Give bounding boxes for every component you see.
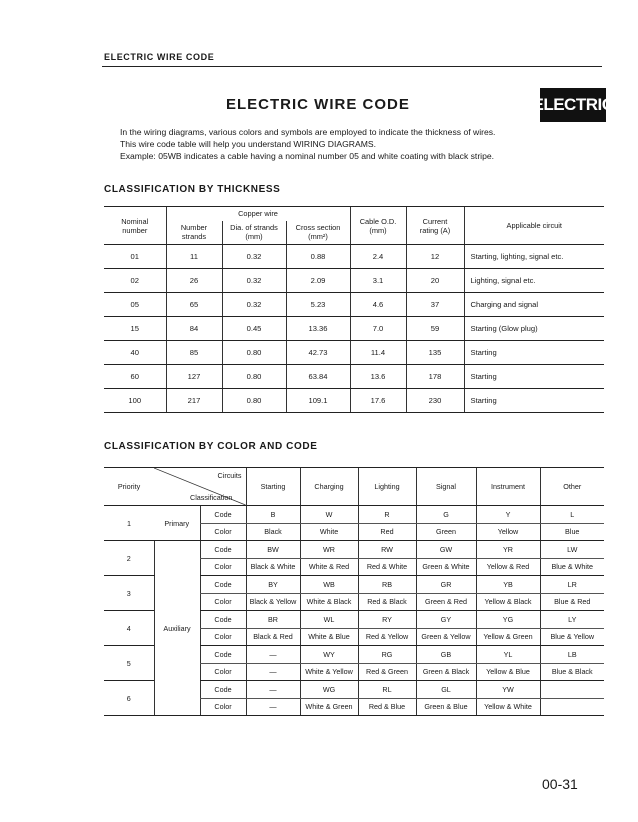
th-circuits-classification	[154, 468, 246, 506]
color-cell: Blue	[540, 523, 604, 541]
thickness-cell: 17.6	[350, 389, 406, 413]
thickness-cell: 63.84	[286, 365, 350, 389]
color-cell: Black & White	[246, 558, 300, 576]
code-cell: YR	[476, 541, 540, 559]
thickness-cell: 85	[166, 341, 222, 365]
thickness-cell: 0.80	[222, 389, 286, 413]
thickness-cell: 65	[166, 293, 222, 317]
thickness-cell: 37	[406, 293, 464, 317]
code-cell: RB	[358, 576, 416, 594]
color-cell: Yellow & White	[476, 698, 540, 716]
th-number-strands: Number strands	[166, 221, 222, 245]
color-cell: Green & Yellow	[416, 628, 476, 646]
code-cell: B	[246, 506, 300, 524]
thickness-cell: 11	[166, 245, 222, 269]
th-copper-wire: Copper wire	[166, 207, 350, 221]
row-label-color: Color	[200, 523, 246, 541]
thickness-cell: 217	[166, 389, 222, 413]
row-label-code: Code	[200, 646, 246, 664]
table-row	[104, 506, 604, 524]
color-cell: White & Blue	[300, 628, 358, 646]
color-section-title: CLASSIFICATION BY COLOR AND CODE	[104, 441, 318, 452]
thickness-cell: 127	[166, 365, 222, 389]
table-row	[104, 365, 604, 389]
intro-line-2: This wire code table will help you understand WIRING DIAGRAMS.	[120, 139, 376, 149]
color-cell: Red & White	[358, 558, 416, 576]
page-number: 00-31	[542, 776, 578, 792]
color-cell: Green & White	[416, 558, 476, 576]
code-cell: BW	[246, 541, 300, 559]
row-label-color: Color	[200, 663, 246, 681]
color-cell: Red	[358, 523, 416, 541]
table-row	[104, 245, 604, 269]
code-cell: BR	[246, 611, 300, 629]
thickness-cell: 0.32	[222, 269, 286, 293]
code-cell: RG	[358, 646, 416, 664]
color-cell: Yellow & Red	[476, 558, 540, 576]
thickness-cell: 12	[406, 245, 464, 269]
thickness-cell: 42.73	[286, 341, 350, 365]
thickness-cell: 2.4	[350, 245, 406, 269]
code-cell: W	[300, 506, 358, 524]
thickness-cell: 0.80	[222, 365, 286, 389]
code-cell: YW	[476, 681, 540, 699]
th-current-rating: Current rating (A)	[406, 207, 464, 245]
th-col-5: Other	[540, 468, 604, 506]
thickness-cell: 13.6	[350, 365, 406, 389]
code-cell: LW	[540, 541, 604, 559]
row-label-color: Color	[200, 558, 246, 576]
thickness-cell: Starting (Glow plug)	[464, 317, 604, 341]
row-label-color: Color	[200, 593, 246, 611]
th-dia-strands: Dia. of strands (mm)	[222, 221, 286, 245]
code-cell: RL	[358, 681, 416, 699]
thickness-cell: 109.1	[286, 389, 350, 413]
th-col-1: Charging	[300, 468, 358, 506]
priority-number: 5	[104, 646, 154, 681]
code-cell: GL	[416, 681, 476, 699]
color-cell: White	[300, 523, 358, 541]
th-classification: Classification	[190, 493, 233, 502]
code-cell: RY	[358, 611, 416, 629]
th-col-3: Signal	[416, 468, 476, 506]
code-cell: YG	[476, 611, 540, 629]
code-cell: WG	[300, 681, 358, 699]
thickness-cell: Starting, lighting, signal etc.	[464, 245, 604, 269]
th-cross-section: Cross section (mm²)	[286, 221, 350, 245]
code-cell: GW	[416, 541, 476, 559]
thickness-cell: 60	[104, 365, 166, 389]
priority-number: 3	[104, 576, 154, 611]
thickness-cell: Starting	[464, 365, 604, 389]
code-cell: YL	[476, 646, 540, 664]
color-cell: Green & Red	[416, 593, 476, 611]
code-cell: GB	[416, 646, 476, 664]
color-cell: Green & Black	[416, 663, 476, 681]
th-col-4: Instrument	[476, 468, 540, 506]
thickness-cell: 13.36	[286, 317, 350, 341]
thickness-cell: 0.32	[222, 245, 286, 269]
code-cell: YB	[476, 576, 540, 594]
code-cell: WR	[300, 541, 358, 559]
color-cell: Yellow	[476, 523, 540, 541]
code-cell: —	[246, 646, 300, 664]
color-cell: Green	[416, 523, 476, 541]
color-cell: Green & Blue	[416, 698, 476, 716]
color-cell: Red & Green	[358, 663, 416, 681]
color-cell: Red & Black	[358, 593, 416, 611]
thickness-cell: 15	[104, 317, 166, 341]
code-cell: LB	[540, 646, 604, 664]
thickness-cell: 40	[104, 341, 166, 365]
color-cell: Black	[246, 523, 300, 541]
priority-number: 4	[104, 611, 154, 646]
table-row	[104, 269, 604, 293]
color-cell: White & Red	[300, 558, 358, 576]
color-code-table	[104, 467, 604, 716]
thickness-cell: 59	[406, 317, 464, 341]
color-cell: Blue & Yellow	[540, 628, 604, 646]
code-cell: L	[540, 506, 604, 524]
color-cell: White & Green	[300, 698, 358, 716]
color-cell: Red & Blue	[358, 698, 416, 716]
thickness-table	[104, 206, 604, 413]
row-label-color: Color	[200, 698, 246, 716]
thickness-cell: 230	[406, 389, 464, 413]
thickness-cell: 02	[104, 269, 166, 293]
code-cell: GY	[416, 611, 476, 629]
code-cell: RW	[358, 541, 416, 559]
color-cell	[540, 698, 604, 716]
th-circuits: Circuits	[217, 471, 242, 480]
intro-line-1: In the wiring diagrams, various colors and symbols are employed to indicate the thickness of wires.	[120, 127, 496, 137]
priority-number: 1	[104, 506, 154, 541]
thickness-cell: 20	[406, 269, 464, 293]
color-cell: Black & Red	[246, 628, 300, 646]
section-tab: ELECTRIC	[540, 88, 606, 122]
thickness-cell: Starting	[464, 389, 604, 413]
color-cell: —	[246, 663, 300, 681]
intro-text	[120, 126, 580, 162]
color-cell: White & Yellow	[300, 663, 358, 681]
code-cell: WY	[300, 646, 358, 664]
code-cell: WL	[300, 611, 358, 629]
color-cell: Blue & Black	[540, 663, 604, 681]
thickness-cell: 0.80	[222, 341, 286, 365]
color-cell: Blue & Red	[540, 593, 604, 611]
thickness-cell: 100	[104, 389, 166, 413]
color-cell: Yellow & Black	[476, 593, 540, 611]
thickness-cell: 178	[406, 365, 464, 389]
thickness-cell: 0.88	[286, 245, 350, 269]
row-label-code: Code	[200, 506, 246, 524]
row-label-code: Code	[200, 611, 246, 629]
color-cell: Yellow & Green	[476, 628, 540, 646]
thickness-cell: 0.32	[222, 293, 286, 317]
th-cable-od: Cable O.D. (mm)	[350, 207, 406, 245]
thickness-section-title: CLASSIFICATION BY THICKNESS	[104, 184, 281, 195]
th-col-0: Starting	[246, 468, 300, 506]
running-header: ELECTRIC WIRE CODE	[104, 52, 215, 62]
thickness-cell: 4.6	[350, 293, 406, 317]
thickness-cell: 0.45	[222, 317, 286, 341]
row-label-code: Code	[200, 541, 246, 559]
group-auxiliary: Auxiliary	[154, 541, 200, 716]
thickness-cell: 5.23	[286, 293, 350, 317]
code-cell: Y	[476, 506, 540, 524]
th-applicable-circuit: Applicable circuit	[464, 207, 604, 245]
color-cell: —	[246, 698, 300, 716]
th-nominal: Nominal number	[104, 207, 166, 245]
thickness-cell: Lighting, signal etc.	[464, 269, 604, 293]
th-col-2: Lighting	[358, 468, 416, 506]
code-cell: R	[358, 506, 416, 524]
code-cell: WB	[300, 576, 358, 594]
thickness-cell: 3.1	[350, 269, 406, 293]
code-cell: LY	[540, 611, 604, 629]
thickness-cell: 05	[104, 293, 166, 317]
table-row	[104, 341, 604, 365]
thickness-cell: 7.0	[350, 317, 406, 341]
code-cell: BY	[246, 576, 300, 594]
color-cell: Blue & White	[540, 558, 604, 576]
table-row	[104, 541, 604, 559]
color-cell: Black & Yellow	[246, 593, 300, 611]
table-row	[104, 293, 604, 317]
priority-number: 2	[104, 541, 154, 576]
thickness-cell: 84	[166, 317, 222, 341]
th-priority: Priority	[104, 468, 154, 506]
code-cell	[540, 681, 604, 699]
intro-line-3: Example: 05WB indicates a cable having a nominal number 05 and white coating with black stripe.	[120, 151, 495, 161]
code-cell: G	[416, 506, 476, 524]
code-cell: —	[246, 681, 300, 699]
thickness-cell: Charging and signal	[464, 293, 604, 317]
header-rule	[102, 66, 602, 67]
code-cell: LR	[540, 576, 604, 594]
thickness-cell: Starting	[464, 341, 604, 365]
thickness-cell: 26	[166, 269, 222, 293]
row-label-code: Code	[200, 576, 246, 594]
row-label-color: Color	[200, 628, 246, 646]
thickness-cell: 11.4	[350, 341, 406, 365]
color-cell: White & Black	[300, 593, 358, 611]
group-primary: Primary	[154, 506, 200, 541]
thickness-cell: 135	[406, 341, 464, 365]
table-row	[104, 317, 604, 341]
row-label-code: Code	[200, 681, 246, 699]
thickness-cell: 01	[104, 245, 166, 269]
thickness-cell: 2.09	[286, 269, 350, 293]
color-cell: Yellow & Blue	[476, 663, 540, 681]
color-cell: Red & Yellow	[358, 628, 416, 646]
priority-number: 6	[104, 681, 154, 716]
page-title: ELECTRIC WIRE CODE	[226, 96, 410, 113]
code-cell: GR	[416, 576, 476, 594]
table-row	[104, 389, 604, 413]
